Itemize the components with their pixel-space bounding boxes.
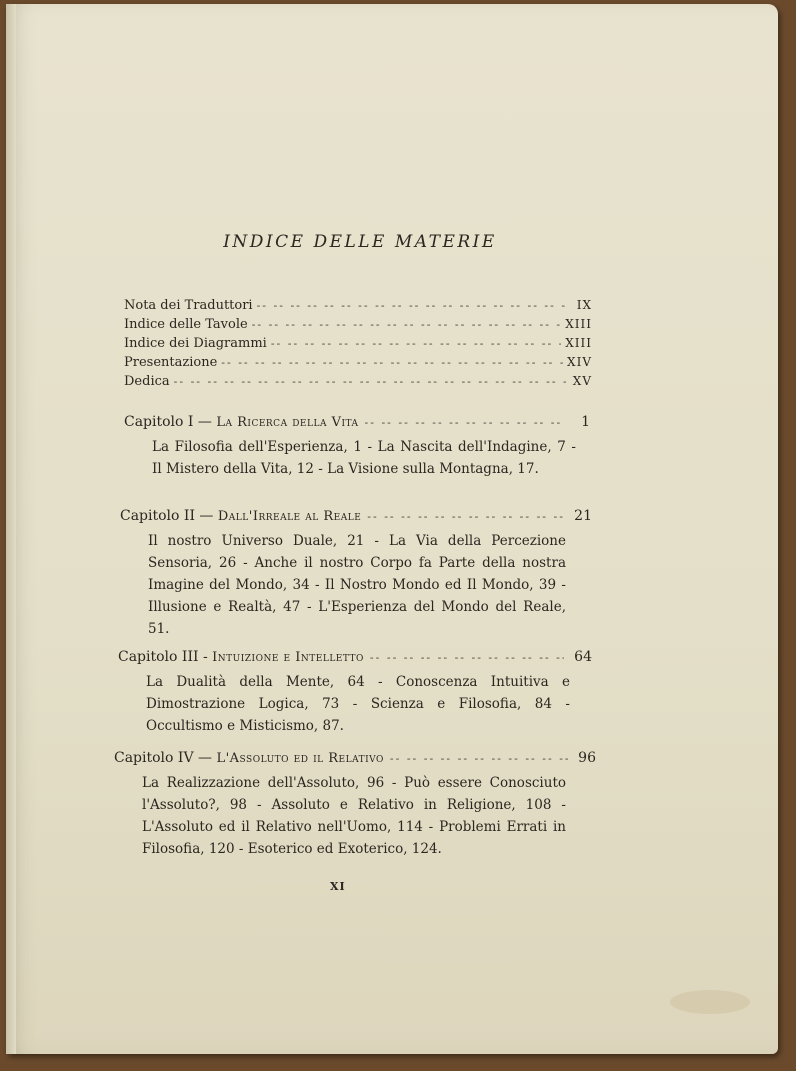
leader-dots xyxy=(221,356,563,369)
entry-page: XIII xyxy=(565,336,592,350)
chapter-title: Dall'Irreale al Reale xyxy=(217,509,362,524)
toc-entry xyxy=(124,336,592,355)
entry-label: Presentazione xyxy=(124,355,218,370)
chapter-heading xyxy=(118,649,592,671)
chapter-3 xyxy=(118,649,592,737)
chapter-page: 21 xyxy=(574,508,592,524)
chapter-heading xyxy=(120,508,592,530)
chapter-number: Capitolo II — xyxy=(120,508,214,524)
leader-dots xyxy=(370,651,564,664)
entry-page: IX xyxy=(576,298,592,312)
toc-entry xyxy=(124,317,592,336)
leader-dots xyxy=(271,337,561,350)
chapter-title: Intuizione e Intelletto xyxy=(212,650,364,665)
page-gutter xyxy=(6,4,16,1054)
entry-page: XIV xyxy=(567,355,592,369)
chapter-heading xyxy=(114,750,596,772)
chapter-title: L'Assoluto ed il Relativo xyxy=(216,751,384,766)
chapter-page: 64 xyxy=(574,649,592,665)
toc-entry xyxy=(124,374,592,393)
page-title: INDICE DELLE MATERIE xyxy=(223,232,497,252)
chapter-summary: La Dualità della Mente, 64 - Conoscenza Intuitiva e Dimostrazione Logica, 73 - Scienza e Filosofia, 84 - Occultismo e Misticismo, 87. xyxy=(146,674,570,734)
page-folio: XI xyxy=(330,880,346,893)
entry-label: Indice dei Diagrammi xyxy=(124,336,267,351)
entry-page: XIII xyxy=(565,317,592,331)
entry-label: Dedica xyxy=(124,374,170,389)
chapter-heading xyxy=(124,414,590,436)
leader-dots xyxy=(252,318,562,331)
leader-dots xyxy=(257,299,566,312)
chapter-number: Capitolo IV — xyxy=(114,750,212,766)
chapter-page: 96 xyxy=(578,750,596,766)
chapter-number: Capitolo III - xyxy=(118,649,208,665)
leader-dots xyxy=(365,416,562,429)
entry-page: XV xyxy=(572,374,592,388)
chapter-summary: Il nostro Universo Duale, 21 - La Via della Percezione Sensoria, 26 - Anche il nostro Corpo fa Parte della nostra Imagine del Mondo, 34 - Il Nostro Mondo ed Il Mondo, 39 - Illusione e Realtà, 47 - L'Esperienza del Mondo del Reale, 51. xyxy=(148,533,566,637)
entry-label: Nota dei Traduttori xyxy=(124,298,253,313)
chapter-summary: La Realizzazione dell'Assoluto, 96 - Può essere Conosciuto l'Assoluto?, 98 - Assoluto e Relativo in Religione, 108 - L'Assoluto ed il Relativo nell'Uomo, 114 - Problemi Errati in Filosofia, 120 - Esoterico ed Exoterico, 124. xyxy=(142,775,566,857)
front-matter-list xyxy=(124,298,592,393)
chapter-2 xyxy=(120,508,592,640)
paper-stain xyxy=(670,990,750,1014)
toc-entry xyxy=(124,355,592,374)
chapter-summary: La Filosofia dell'Esperienza, 1 - La Nascita dell'Indagine, 7 - Il Mistero della Vita, 12 - La Visione sulla Montagna, 17. xyxy=(152,439,576,477)
chapter-page: 1 xyxy=(581,414,590,430)
leader-dots xyxy=(390,752,568,765)
leader-dots xyxy=(367,510,564,523)
entry-label: Indice delle Tavole xyxy=(124,317,248,332)
chapter-title: La Ricerca della Vita xyxy=(216,415,359,430)
chapter-1 xyxy=(124,414,590,480)
chapter-4 xyxy=(114,750,596,860)
leader-dots xyxy=(174,375,566,388)
toc-entry xyxy=(124,298,592,317)
chapter-number: Capitolo I — xyxy=(124,414,212,430)
